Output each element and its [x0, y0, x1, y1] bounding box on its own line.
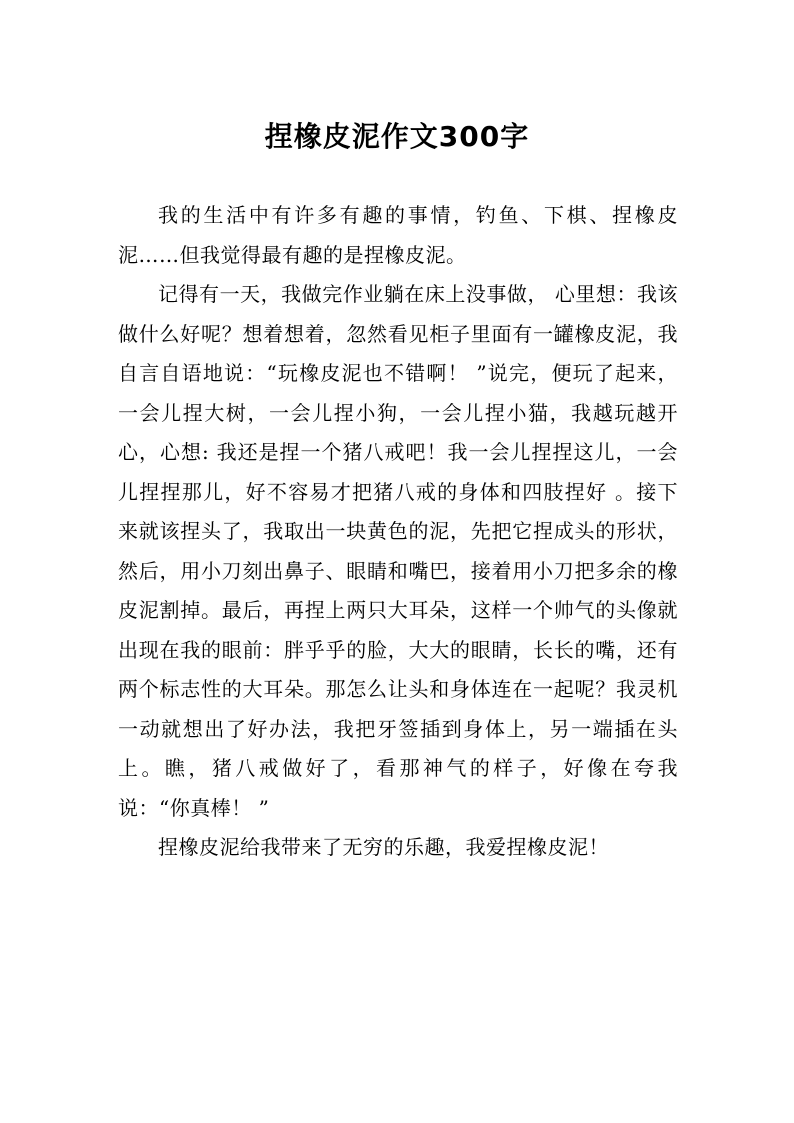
- document-title: 捏橡皮泥作文300字: [264, 119, 530, 153]
- essay-body: [118, 196, 678, 868]
- paragraph-intro: 我的生活中有许多有趣的事情，钓鱼、下棋、捏橡皮泥……但我觉得最有趣的是捏橡皮泥。: [118, 203, 678, 267]
- paragraph-story: 记得有一天，我做完作业躺在床上没事做， 心里想：我该做什么好呢？想着想着，忽然看见柜子里面有一罐橡皮泥，我自言自语地说：“玩橡皮泥也不错啊！ ”说完，便玩了起来，一会儿捏大树，一会儿捏小狗，一会儿捏小猫，我越玩越开心，心想: 我还是捏一个猪八戒吧！我一会儿捏捏这儿，一会儿捏捏那儿，好不容易才把猪八戒的身体和四肢捏好 。接下来就该捏头了，我取出一块黄色的泥，先把它捏成头的形状，然后，用小刀刻出鼻子、眼睛和嘴巴，接着用小刀把多余的橡皮泥割掉。最后，再捏上两只大耳朵，这样一个帅气的头像就出现在我的眼前：胖乎乎的脸，大大的眼睛，长长的嘴，还有两个标志性的大耳朵。那怎么让头和身体连在一起呢？我灵机一动就想出了好办法，我把牙签插到身体上，另一端插在头上。瞧，猪八戒做好了，看那神气的样子，好像在夸我说：“你真棒！ ”: [118, 282, 678, 820]
- paragraph-conclusion: 捏橡皮泥给我带来了无穷的乐趣，我爱捏橡皮泥！: [158, 835, 609, 859]
